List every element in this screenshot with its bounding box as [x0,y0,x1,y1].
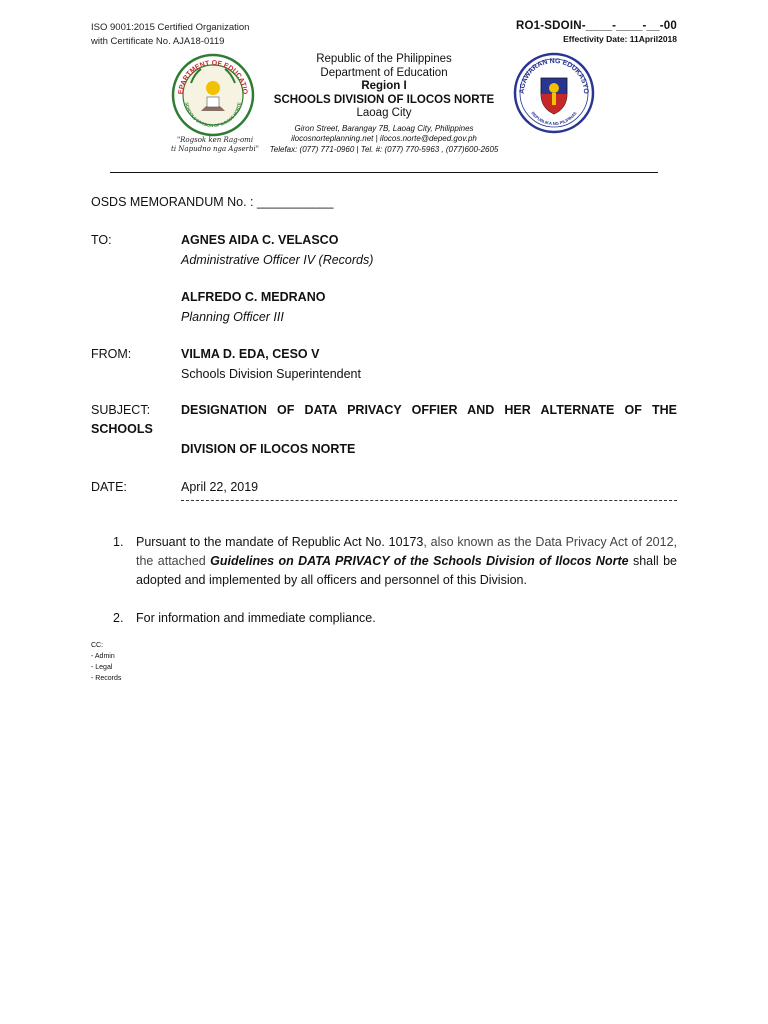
motto-line-2: ti Napudno nga Agserbi" [171,145,259,153]
recipient-2-name: ALFREDO C. MEDRANO [181,290,326,304]
letterhead-region: Region I [361,80,407,92]
iso-line-1: ISO 9001:2015 Certified Organization [91,22,250,33]
cc-list [91,640,121,684]
subject-wrap: SCHOOLS [91,422,153,436]
reference-code: RO1-SDOIN-____-____-__-00 [516,20,677,32]
cc-item-admin: - Admin [91,653,115,660]
book-icon [207,97,219,107]
iso-certification [91,21,249,48]
recipient-1-title: Administrative Officer IV (Records) [181,253,374,267]
subject-label: SUBJECT: [91,403,151,417]
item-1-number: 1. [113,535,124,549]
lamp-flame-icon [549,83,559,93]
left-seal-bottom-text: SCHOOLS DIVISION OF ILOCOS NORTE [184,101,242,129]
memorandum-number: OSDS MEMORANDUM No. : ___________ [91,195,334,209]
sender-name: VILMA D. EDA, CESO V [181,347,320,361]
left-seal-ring-text: EPARTMENT OF EDUCATIO [177,59,249,95]
deped-division-seal-graphic [171,53,255,137]
item-2-paragraph: For information and immediate compliance. [136,611,376,625]
address-line-2: ilocosnorteplanning.net | ilocos.norte@deped.gov.ph [291,134,477,143]
motto-line-1: "Rogsok ken Rag-omi [176,136,254,144]
date-dashed-divider [181,500,677,501]
from-label: FROM: [91,347,132,361]
subject-line-2: DIVISION OF ILOCOS NORTE [181,442,356,456]
right-seal-bottom-text: REPUBLIKA NG PILIPINAS [530,110,578,127]
letterhead-republic: Republic of the Philippines [316,53,452,65]
address-line-3: Telefax: (077) 771-0960 | Tel. #: (077) 770-5963 , (077)600-2605 [269,144,499,154]
date-value: April 22, 2019 [181,480,259,494]
deped-national-seal [513,52,595,134]
letterhead-division: SCHOOLS DIVISION OF ILOCOS NORTE [273,93,495,106]
letterhead-city: Laoag City [356,107,412,119]
recipient-2-title: Planning Officer III [181,310,284,324]
item-1-paragraph [136,533,677,590]
effectivity-date: Effectivity Date: 11April2018 [563,34,677,44]
cc-label: CC: [91,642,104,649]
item-1-act-alias: , also known as the Data Privacy Act of 2012, the attached [136,535,678,568]
cc-item-records: - Records [91,675,122,682]
deped-division-seal [171,53,255,137]
letterhead-address [268,124,500,156]
to-label: TO: [91,233,112,247]
right-seal-ring-text: AGAWARAN NG EDUKASYO [518,57,590,95]
iso-line-2: with Certificate No. AJA18-0119 [91,35,225,47]
item-2-number: 2. [113,611,124,625]
header-rule [110,172,658,173]
sender-title: Schools Division Superintendent [181,367,361,381]
item-1-act: Pursuant to the mandate of Republic Act No. 10173 [136,535,424,549]
item-1-closing: shall be adopted and implemented by all officers and personnel of this Division. [136,554,677,587]
document-reference [516,20,677,44]
recipient-1-name: AGNES AIDA C. VELASCO [181,233,339,247]
division-motto [165,136,265,154]
deped-national-seal-graphic [513,52,595,134]
sun-icon [206,81,220,95]
address-line-1: Giron Street, Barangay 7B, Laoag City, Philippines [294,123,474,133]
cc-item-legal: - Legal [91,664,113,671]
item-1-guidelines: Guidelines on DATA PRIVACY of the Schools Division of Ilocos Norte [210,554,629,568]
subject-line-1: DESIGNATION OF DATA PRIVACY OFFIER AND HER ALTERNATE OF THE [181,403,677,417]
letterhead [268,53,500,155]
letterhead-department: Department of Education [320,66,448,79]
date-label: DATE: [91,480,127,494]
